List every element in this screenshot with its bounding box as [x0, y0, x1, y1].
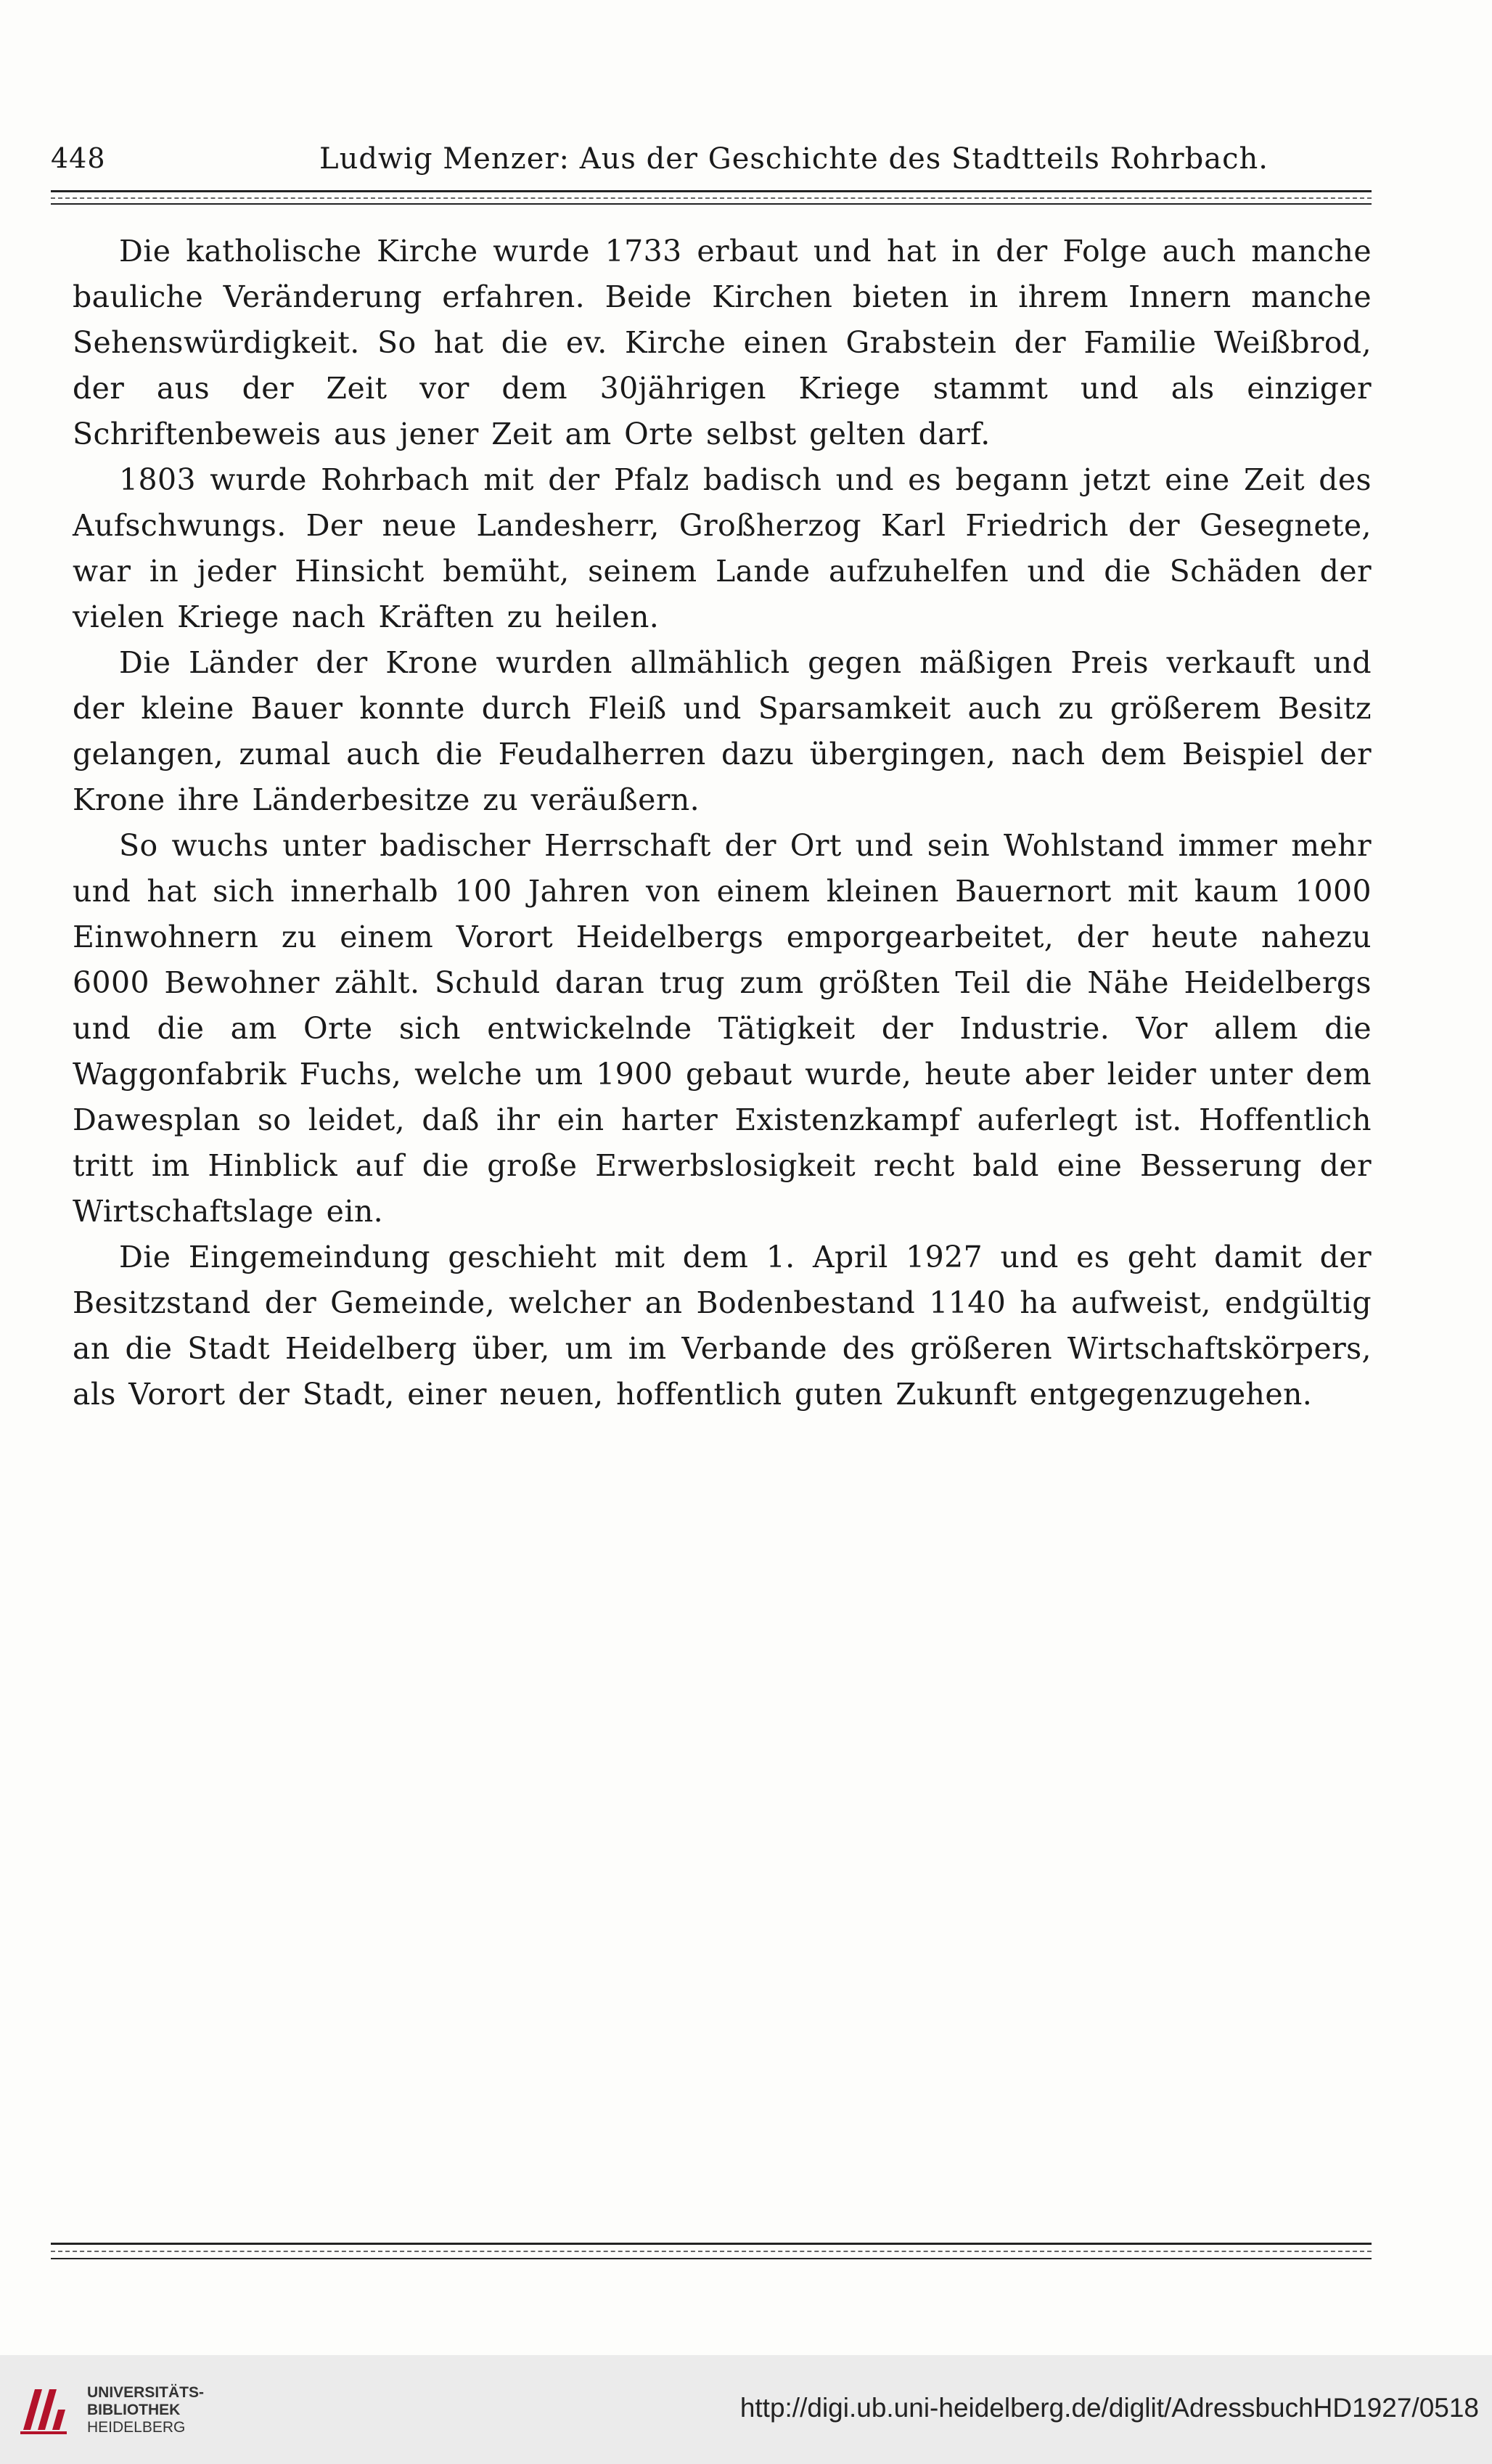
header-rule-dashed	[51, 197, 1372, 199]
paragraph: Die Eingemeindung geschieht mit dem 1. April 1927 und es geht damit der Besitzstand der Gemeinde, welcher an Bodenbestand 1140 ha aufweist, endgültig an die Stadt Heidelberg über, um im Verbande des größeren Wirtschaftskörpers, als Vorort der Stadt, einer neuen, hoffentlich guten Zukunft entgegenzugehen.	[73, 1240, 1372, 1412]
paragraph: Die katholische Kirche wurde 1733 erbaut und hat in der Folge auch manche bauliche Veränderung erfahren. Beide Kirchen bieten in ihrem Innern manche Sehenswürdigkeit. So hat die ev. Kirche einen Grabstein der Familie Weißbrod, der aus der Zeit vor dem 30jährigen Kriege stammt und als einziger Schriftenbeweis aus jener Zeit am Orte selbst gelten darf.	[73, 234, 1372, 451]
article-body	[73, 229, 1372, 1417]
source-url-link[interactable]: http://digi.ub.uni-heidelberg.de/diglit/AdressbuchHD1927/0518	[739, 2393, 1479, 2423]
page-header	[51, 142, 1372, 186]
paragraph: So wuchs unter badischer Herrschaft der Ort und sein Wohlstand immer mehr und hat sich innerhalb 100 Jahren von einem kleinen Bauernort mit kaum 1000 Einwohnern zu einem Vorort Heidelbergs emporgearbeitet, der heute nahezu 6000 Bewohner zählt. Schuld daran trug zum größten Teil die Nähe Heidelbergs und die am Orte sich entwickelnde Tätigkeit der Industrie. Vor allem die Waggonfabrik Fuchs, welche um 1900 gebaut wurde, heute aber leider unter dem Dawesplan so leidet, daß ihr ein harter Existenzkampf auferlegt ist. Hoffentlich tritt im Hinblick auf die große Erwerbslosigkeit recht bald eine Besserung der Wirtschaftslage ein.	[73, 828, 1372, 1229]
library-name-line: UNIVERSITÄTS-	[87, 2384, 205, 2401]
page-number: 448	[51, 142, 106, 174]
library-name[interactable]	[87, 2384, 204, 2436]
bottom-rule-lower	[51, 2258, 1372, 2259]
bottom-rule-dashed	[51, 2251, 1372, 2252]
bottom-rule	[51, 2243, 1372, 2245]
library-name-line: BIBLIOTHEK	[87, 2402, 181, 2418]
university-library-logo-icon[interactable]	[13, 2379, 74, 2440]
library-name-line: HEIDELBERG	[87, 2419, 186, 2436]
header-rule	[51, 190, 1372, 192]
bottom-rule-group	[51, 2243, 1372, 2259]
running-title: Ludwig Menzer: Aus der Geschichte des Stadtteils Rohrbach.	[319, 142, 1268, 176]
header-rule-lower	[51, 203, 1372, 205]
paragraph: Die Länder der Krone wurden allmählich gegen mäßigen Preis verkauft und der kleine Bauer konnte durch Fleiß und Sparsamkeit auch zu größerem Besitz gelangen, zumal auch die Feudalherren dazu übergingen, nach dem Beispiel der Krone ihre Länderbesitze zu veräußern.	[73, 645, 1372, 817]
paragraph: 1803 wurde Rohrbach mit der Pfalz badisch und es begann jetzt eine Zeit des Aufschwungs. Der neue Landesherr, Großherzog Karl Friedrich der Gesegnete, war in jeder Hinsicht bemüht, seinem Lande aufzuhelfen und die Schäden der vielen Kriege nach Kräften zu heilen.	[73, 462, 1372, 634]
viewer-footer	[0, 2355, 1492, 2464]
